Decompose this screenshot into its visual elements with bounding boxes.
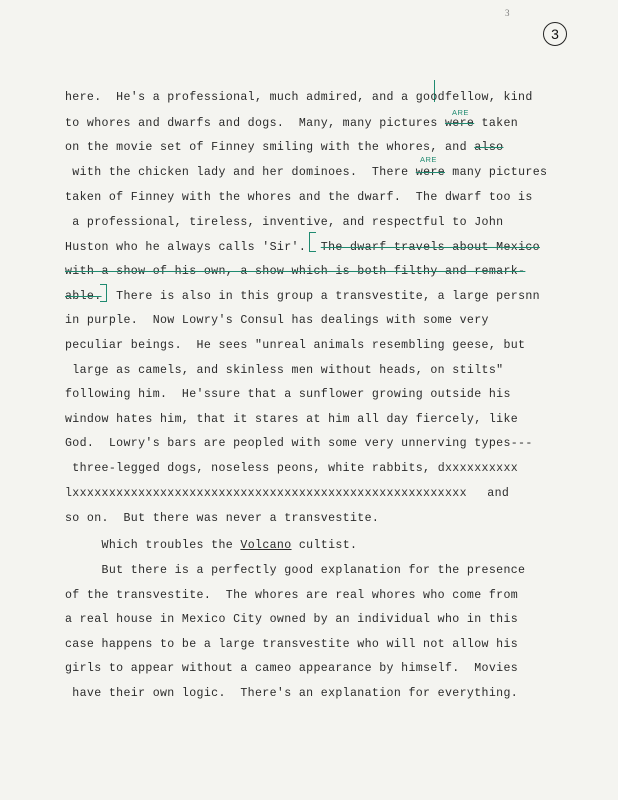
text-segment: Which troubles the xyxy=(65,539,241,552)
text-line-18: so on. But there was never a transvestite. xyxy=(65,512,380,525)
text-line-11: peculiar beings. He sees "unreal animals resembling geese, but xyxy=(65,339,526,352)
text-line-7 xyxy=(65,241,540,254)
underlined-title-volcano: Volcano xyxy=(240,539,292,552)
pencil-page-number: 3 xyxy=(505,8,510,18)
text-segment: on the movie set of Finney smiling with the whores, and xyxy=(65,141,475,154)
deleted-passage: with a show of his own, a show which is both filthy and remark- xyxy=(65,265,526,278)
text-line-23: case happens to be a large transvestite who will not allow his xyxy=(65,638,519,651)
struck-word-were: were xyxy=(415,166,445,179)
text-line-9 xyxy=(65,290,540,303)
text-segment: to whores and dwarfs and dogs. Many, many pictures xyxy=(65,117,445,130)
circled-page-number: 3 xyxy=(543,22,567,46)
text-line-5: taken of Finney with the whores and the dwarf. The dwarf too is xyxy=(65,191,533,204)
text-segment: taken xyxy=(474,117,519,130)
text-segment: many pictures xyxy=(445,166,548,179)
text-line-15: God. Lowry's bars are peopled with some very unnerving types--- xyxy=(65,437,533,450)
text-line-16 xyxy=(65,462,518,475)
text-line-25: have their own logic. There's an explanation for everything. xyxy=(65,687,519,700)
text-line-10: in purple. Now Lowry's Consul has dealings with some very xyxy=(65,314,489,327)
struck-word-also: also xyxy=(474,141,504,154)
text-segment: and xyxy=(480,487,510,500)
text-segment: with the chicken lady and her dominoes. There xyxy=(65,166,416,179)
text-line-12: large as camels, and skinless men without heads, on stilts" xyxy=(65,364,504,377)
insertion-are-2: ARE xyxy=(420,155,437,164)
text-line-22: a real house in Mexico City owned by an individual who in this xyxy=(65,613,519,626)
text-line-2 xyxy=(65,117,518,130)
text-segment: three-legged dogs, noseless peons, white rabbits, xyxy=(65,462,438,475)
text-line-14: window hates him, that it stares at him all day fiercely, like xyxy=(65,413,519,426)
text-line-21: of the transvestite. The whores are real whores who come from xyxy=(65,589,519,602)
text-line-24: girls to appear without a cameo appearance by himself. Movies xyxy=(65,662,519,675)
text-line-20: But there is a perfectly good explanation for the presence xyxy=(65,564,526,577)
text-line-19 xyxy=(65,539,357,552)
insertion-are-1: ARE xyxy=(452,108,469,117)
text-line-8 xyxy=(65,265,525,278)
deleted-passage: The dwarf travels about Mexico xyxy=(320,241,540,254)
text-line-13: following him. He'ssure that a sunflower growing outside his xyxy=(65,388,511,401)
typed-over-text: dxxxxxxxxxx xyxy=(437,462,519,475)
text-line-17 xyxy=(65,487,518,500)
text-line-1: here. He's a professional, much admired, and a goodfellow, kind xyxy=(65,91,533,104)
text-line-6: a professional, tireless, inventive, and respectful to John xyxy=(65,216,504,229)
deleted-passage: able. xyxy=(65,290,102,303)
text-segment: Huston who he always calls 'Sir'. xyxy=(65,241,321,254)
text-segment: cultist. xyxy=(291,539,358,552)
typed-over-text: lxxxxxxxxxxxxxxxxxxxxxxxxxxxxxxxxxxxxxxxxxxxxxxxxxxxxxx xyxy=(65,487,467,500)
text-line-4 xyxy=(65,166,547,179)
text-segment: There is also in this group a transvestite, a large persnn xyxy=(101,290,540,303)
struck-word-were: were xyxy=(444,117,475,130)
text-line-3 xyxy=(65,141,503,154)
